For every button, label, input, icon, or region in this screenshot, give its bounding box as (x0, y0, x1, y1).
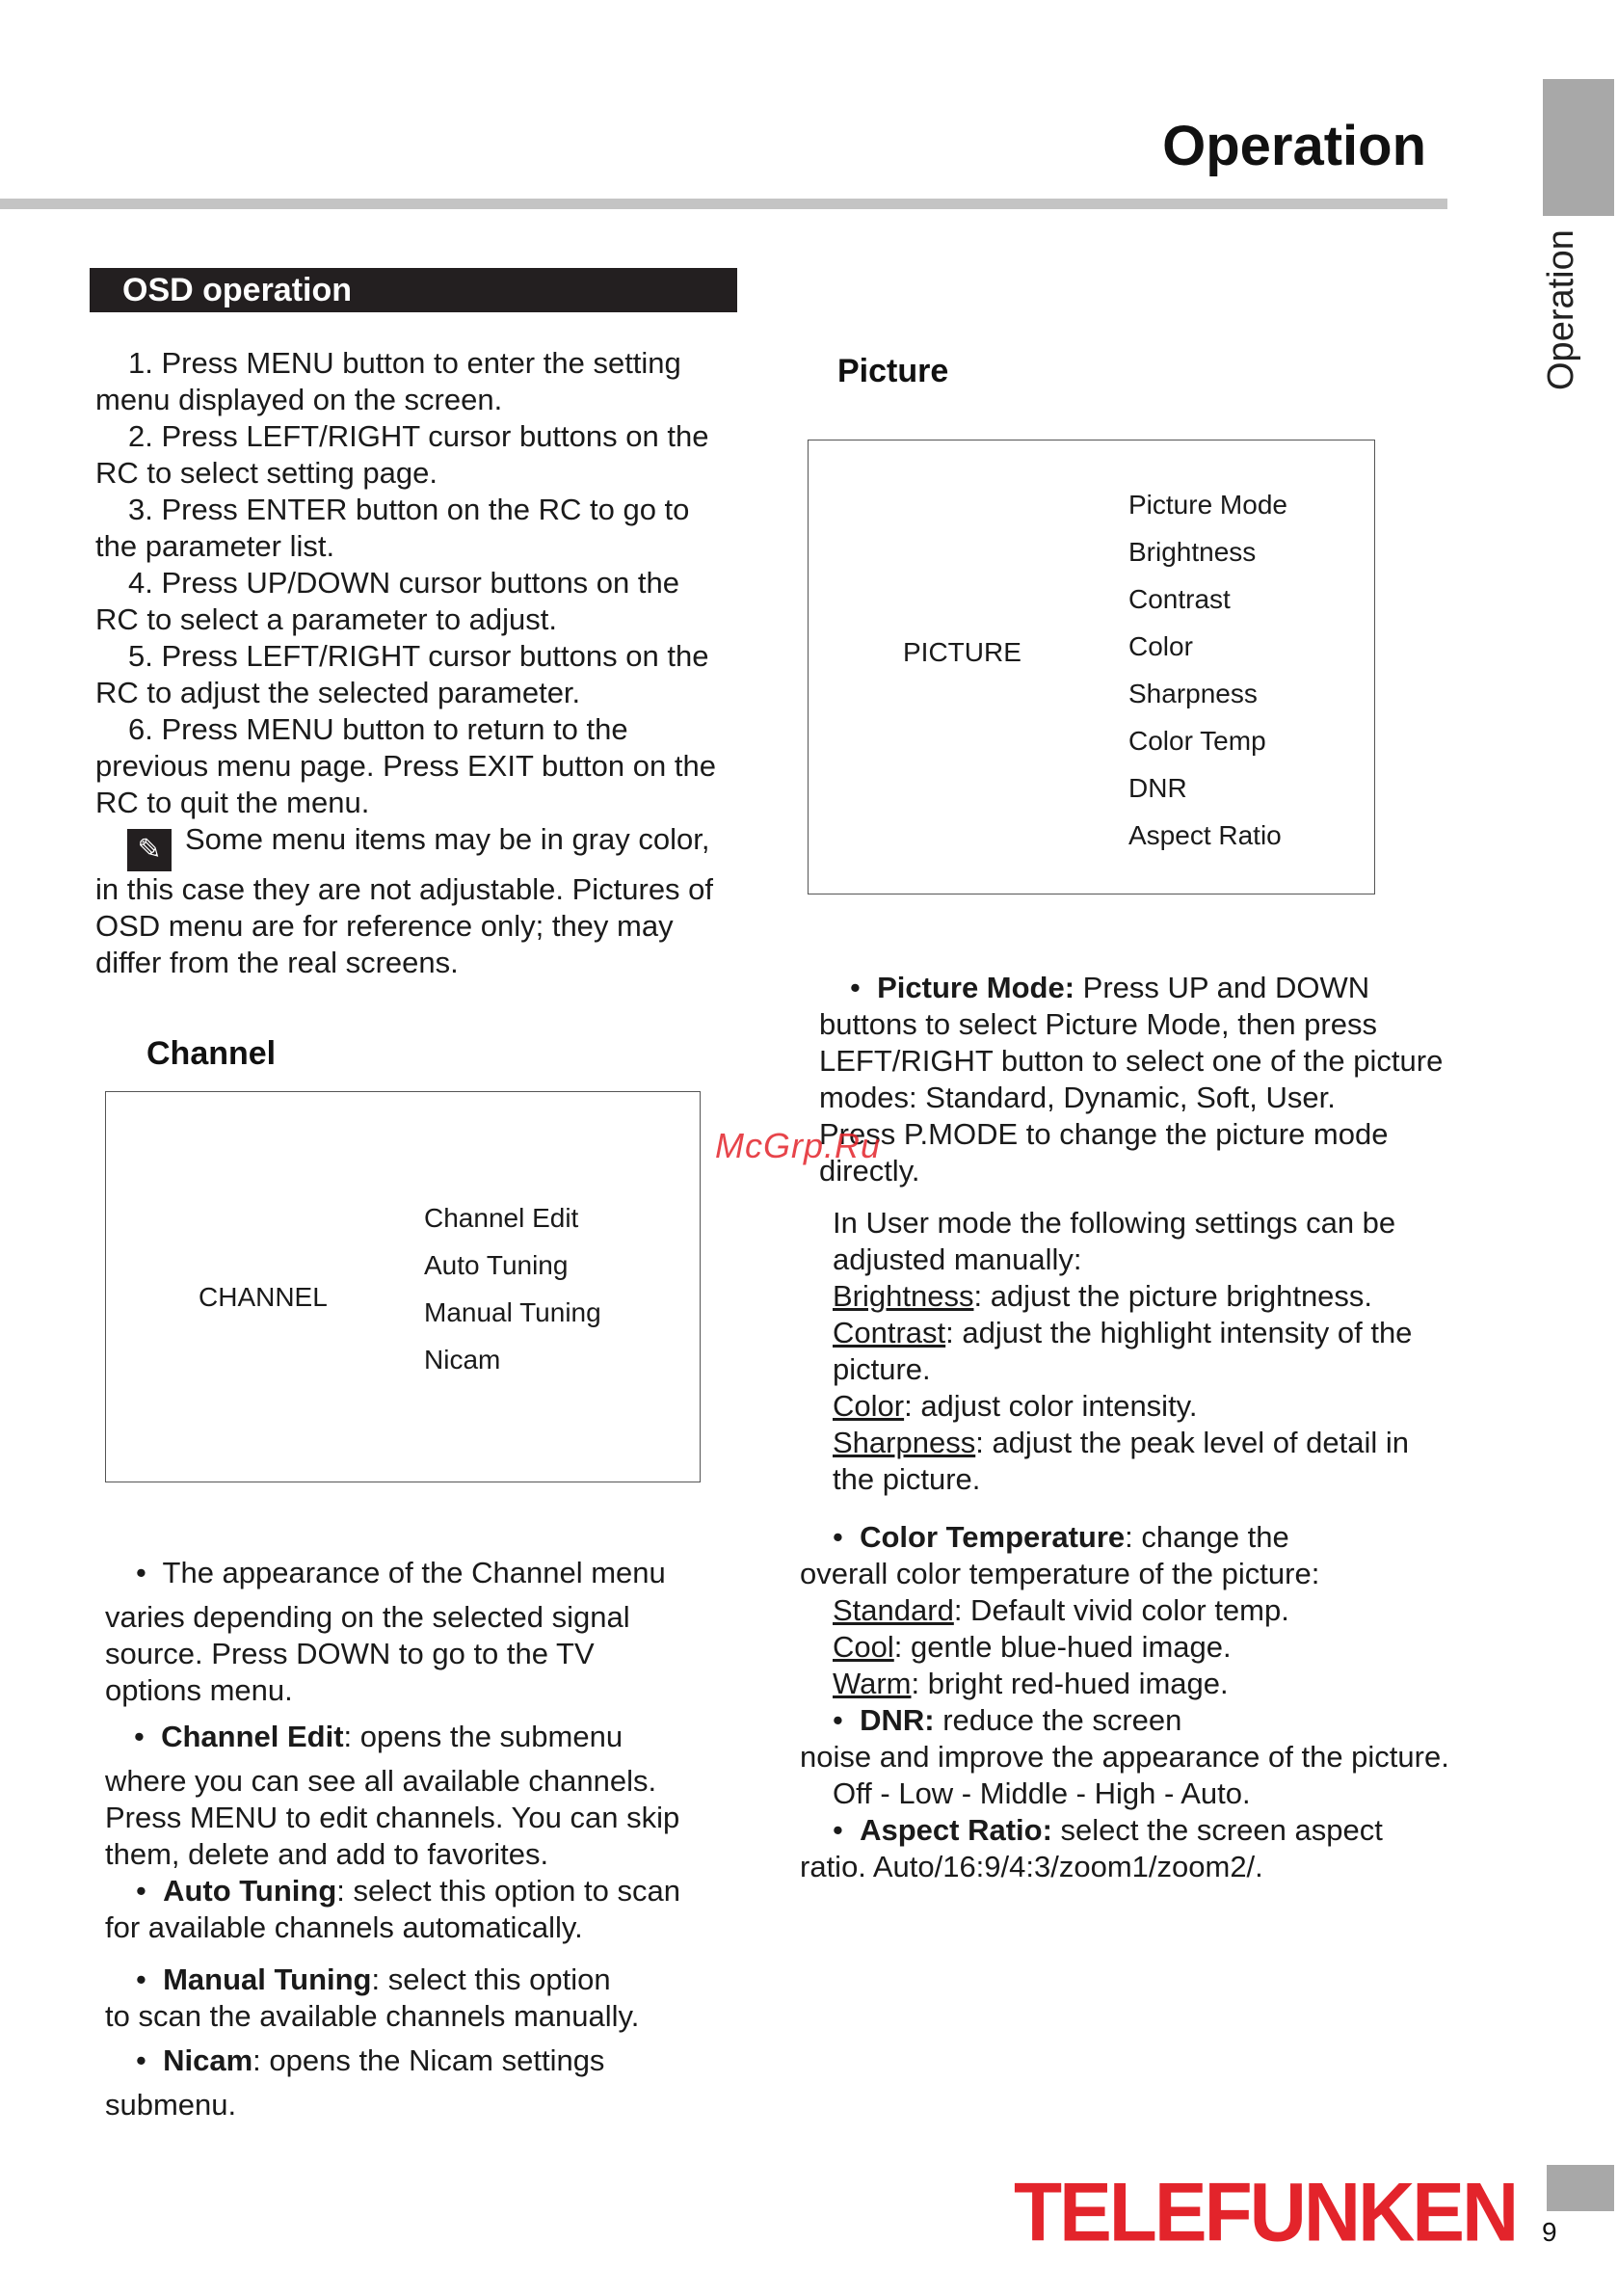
desc: : adjust color intensity. (904, 1389, 1198, 1423)
bullet-appearance: • The appearance of the Channel menu (136, 1556, 666, 1589)
menu-item: Channel Edit (424, 1203, 579, 1233)
menu-item: Nicam (424, 1345, 501, 1375)
picture-mode-text (819, 970, 1494, 1189)
step-3: 3. Press ENTER button on the RC to go to (128, 493, 690, 526)
pm-l4: Press P.MODE to change the picture mode (819, 1117, 1389, 1151)
um-brightness (833, 1278, 1507, 1315)
step-6: 6. Press MENU button to return to the (128, 712, 628, 746)
term: Color (833, 1389, 905, 1423)
pm-l5: directly. (819, 1154, 920, 1188)
lead: : change the (1125, 1520, 1289, 1554)
menu-item: Manual Tuning (424, 1297, 601, 1327)
term: Brightness (833, 1279, 974, 1313)
bullet-manual-tuning-l1: to scan the available channels manually. (105, 1999, 640, 2033)
bullet-appearance-l1: varies depending on the selected signal (105, 1600, 630, 1634)
bullet-nicam-l1: submenu. (105, 2088, 237, 2122)
term: Sharpness (833, 1426, 976, 1459)
step-1-cont: menu displayed on the screen. (95, 383, 503, 416)
lead: reduce the screen (934, 1703, 1182, 1737)
note-line-3: OSD menu are for reference only; they may (95, 909, 674, 943)
channel-menu-label: CHANNEL (199, 1282, 328, 1312)
um-contrast (833, 1315, 1507, 1351)
color-temp-text (800, 1519, 1494, 1885)
bullet-appearance-lead: The appearance of the Channel menu (162, 1556, 666, 1589)
page-title: Operation (1162, 115, 1426, 177)
ct-warm (800, 1666, 1494, 1702)
desc: : Default vivid color temp. (953, 1593, 1289, 1627)
section-title-bar: OSD operation (90, 268, 737, 312)
page-number: 9 (1542, 2217, 1557, 2247)
bullet-dnr: • DNR: reduce the screen (833, 1703, 1182, 1737)
term: Picture Mode: (877, 971, 1075, 1004)
bullet-channel-edit-l2: Press MENU to edit channels. You can skip (105, 1801, 680, 1834)
menu-item: Auto Tuning (424, 1250, 569, 1280)
menu-item: Aspect Ratio (1128, 820, 1282, 850)
term: Cool (833, 1630, 894, 1664)
channel-heading: Channel (146, 1035, 277, 1072)
bullet-appearance-l2: source. Press DOWN to go to the TV (105, 1637, 595, 1670)
dnr-options: Off - Low - Middle - High - Auto. (833, 1776, 1251, 1810)
side-tab-marker (1543, 79, 1614, 216)
um-contrast-cont: picture. (833, 1352, 931, 1386)
desc: : adjust the picture brightness. (973, 1279, 1373, 1313)
note-line-2: in this case they are not adjustable. Pictures of (95, 872, 714, 906)
bullet-channel-edit-l3: them, delete and add to favorites. (105, 1837, 549, 1871)
lead: : opens the submenu (343, 1720, 623, 1753)
bullet-picture-mode: • Picture Mode: Press UP and DOWN (850, 971, 1370, 1004)
menu-item: Contrast (1128, 584, 1231, 614)
um-sharpness (833, 1425, 1507, 1461)
bullet-manual-tuning: • Manual Tuning: select this option (136, 1962, 611, 1996)
lead: Press UP and DOWN (1074, 971, 1370, 1004)
term: Contrast (833, 1316, 946, 1349)
note-line (95, 821, 751, 871)
term: Nicam (163, 2043, 253, 2077)
term: Channel Edit (161, 1720, 344, 1753)
term: Manual Tuning (163, 1962, 372, 1996)
menu-item: Color (1128, 631, 1193, 661)
side-tab-label: Operation (1541, 229, 1581, 390)
desc: : adjust the peak level of detail in (975, 1426, 1410, 1459)
bullet-appearance-l3: options menu. (105, 1673, 293, 1707)
term: Warm (833, 1667, 912, 1700)
lead: select the screen aspect (1051, 1813, 1383, 1847)
dnr-cont: noise and improve the appearance of the picture. (800, 1740, 1449, 1774)
bullet-aspect: • Aspect Ratio: select the screen aspect (833, 1813, 1383, 1847)
desc: : gentle blue-hued image. (893, 1630, 1232, 1664)
channel-bullets (105, 1555, 760, 2123)
picture-menu-items (1128, 481, 1287, 859)
ct-cool (800, 1629, 1494, 1666)
um-color (833, 1388, 1507, 1425)
bullet-channel-edit-l1: where you can see all available channels. (105, 1764, 657, 1798)
bullet-auto-tuning: • Auto Tuning: select this option to scan (136, 1874, 680, 1908)
user-mode-text (833, 1205, 1507, 1498)
step-2: 2. Press LEFT/RIGHT cursor buttons on the (128, 419, 709, 453)
step-1: 1. Press MENU button to enter the setting (128, 346, 681, 380)
step-2-cont: RC to select setting page. (95, 456, 438, 490)
step-6-cont: previous menu page. Press EXIT button on the (95, 749, 716, 783)
header-divider (0, 199, 1447, 209)
menu-item: Color Temp (1128, 726, 1266, 756)
term: Color Temperature (860, 1520, 1126, 1554)
step-4-cont: RC to select a parameter to adjust. (95, 602, 558, 636)
picture-menu-label: PICTURE (903, 637, 1021, 667)
bullet-color-temp: • Color Temperature: change the (833, 1520, 1289, 1554)
term: Aspect Ratio: (860, 1813, 1052, 1847)
bullet-channel-edit: • Channel Edit: opens the submenu (134, 1720, 623, 1753)
channel-menu-figure (105, 1091, 701, 1482)
term: DNR: (860, 1703, 935, 1737)
um-l2: adjusted manually: (833, 1242, 1082, 1276)
lead: : select this option to scan (336, 1874, 680, 1908)
picture-menu-figure (808, 440, 1375, 894)
channel-menu-items (424, 1194, 601, 1383)
menu-item: DNR (1128, 773, 1187, 803)
ct-standard (800, 1592, 1494, 1629)
picture-heading: Picture (837, 353, 949, 389)
step-5-cont: RC to adjust the selected parameter. (95, 676, 581, 709)
term: Standard (833, 1593, 954, 1627)
um-l1: In User mode the following settings can be (833, 1206, 1396, 1240)
um-sharpness-cont: the picture. (833, 1462, 981, 1496)
step-5: 5. Press LEFT/RIGHT cursor buttons on the (128, 639, 709, 673)
desc: : bright red-hued image. (911, 1667, 1229, 1700)
term: Auto Tuning (163, 1874, 337, 1908)
step-4: 4. Press UP/DOWN cursor buttons on the (128, 566, 679, 600)
note-first: Some menu items may be in gray color, (185, 822, 710, 856)
step-3-cont: the parameter list. (95, 529, 335, 563)
aspect-cont: ratio. Auto/16:9/4:3/zoom1/zoom2/. (800, 1850, 1263, 1883)
step-6-cont-2: RC to quit the menu. (95, 786, 370, 819)
pm-l1: buttons to select Picture Mode, then press (819, 1007, 1377, 1041)
bullet-auto-tuning-l1: for available channels automatically. (105, 1910, 583, 1944)
menu-item: Sharpness (1128, 679, 1258, 708)
osd-steps (95, 345, 751, 981)
ct-cont: overall color temperature of the picture: (800, 1557, 1320, 1590)
menu-item: Picture Mode (1128, 490, 1287, 520)
note-line-4: differ from the real screens. (95, 946, 459, 979)
watermark: McGrp.Ru (715, 1126, 882, 1165)
brand-logo: TELEFUNKEN (1014, 2166, 1517, 2259)
lead: : select this option (371, 1962, 611, 1996)
page-number-marker (1547, 2165, 1614, 2211)
note-pen-icon: ✎ (127, 829, 172, 871)
pm-l2: LEFT/RIGHT button to select one of the picture (819, 1044, 1444, 1078)
desc: : adjust the highlight intensity of the (945, 1316, 1413, 1349)
pm-l3: modes: Standard, Dynamic, Soft, User. (819, 1081, 1336, 1114)
menu-item: Brightness (1128, 537, 1257, 567)
bullet-nicam: • Nicam: opens the Nicam settings (136, 2043, 605, 2077)
lead: : opens the Nicam settings (252, 2043, 605, 2077)
